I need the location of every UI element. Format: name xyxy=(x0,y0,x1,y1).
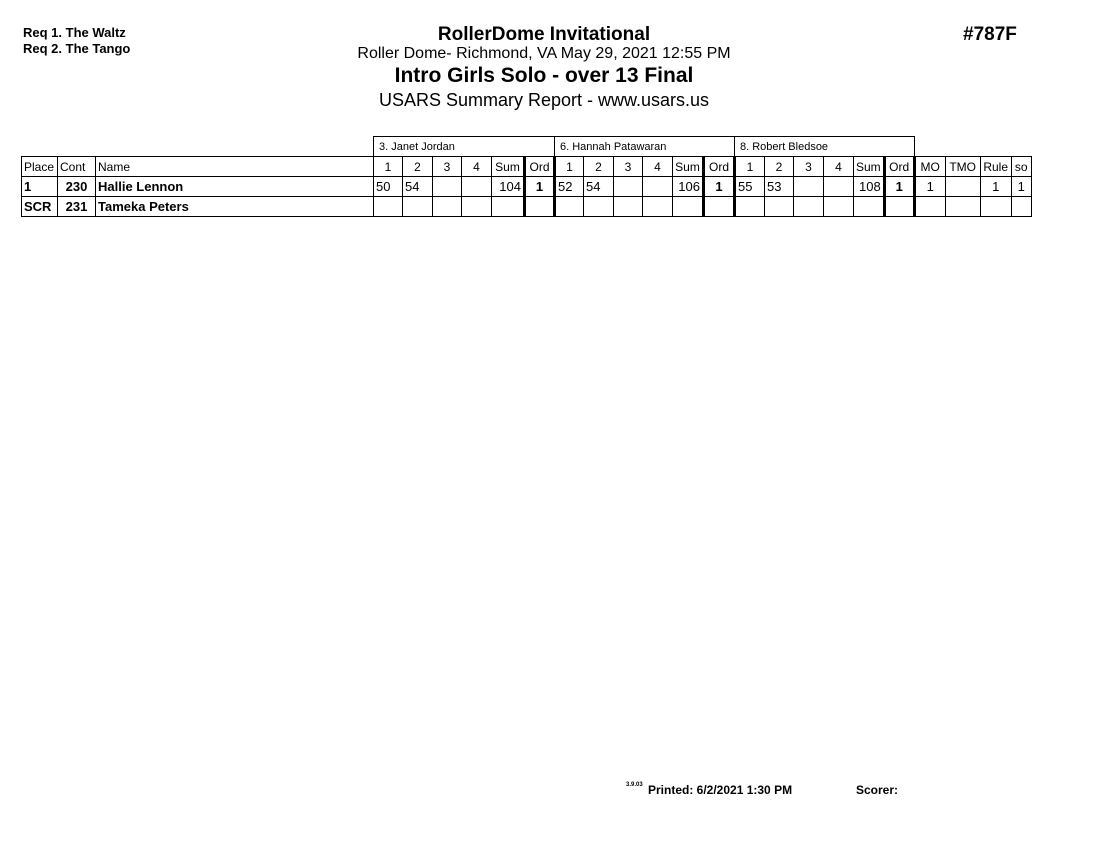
row-mo xyxy=(914,197,945,217)
row-j2-ord xyxy=(704,197,735,217)
col-so: so xyxy=(1011,157,1031,177)
row-j1-score3 xyxy=(433,197,462,217)
col-tmo: TMO xyxy=(945,157,980,177)
col-place: Place xyxy=(22,157,58,177)
row-place: SCR xyxy=(22,197,58,217)
row-name: Tameka Peters xyxy=(96,197,374,217)
judges-row xyxy=(22,137,1032,157)
row-tmo xyxy=(945,177,980,197)
col-j1-score2: 2 xyxy=(403,157,433,177)
col-j1-score4: 4 xyxy=(462,157,492,177)
row-so: 1 xyxy=(1011,177,1031,197)
col-j1-score3: 3 xyxy=(433,157,462,177)
row-j2-score4 xyxy=(643,197,673,217)
col-name: Name xyxy=(96,157,374,177)
row-so xyxy=(1011,197,1031,217)
row-j2-ord: 1 xyxy=(704,177,735,197)
col-j2-score2: 2 xyxy=(584,157,614,177)
row-j3-sum: 108 xyxy=(854,177,885,197)
row-j3-score2: 53 xyxy=(765,177,794,197)
requirement-1: Req 1. The Waltz xyxy=(23,25,126,40)
row-j2-score4 xyxy=(643,177,673,197)
col-j2-score4: 4 xyxy=(643,157,673,177)
row-j3-score4 xyxy=(824,197,854,217)
row-j2-score3 xyxy=(614,177,643,197)
col-j3-sum: Sum xyxy=(854,157,885,177)
table-row xyxy=(22,177,1032,197)
row-j3-score3 xyxy=(794,197,824,217)
row-tmo xyxy=(945,197,980,217)
printed-timestamp: Printed: 6/2/2021 1:30 PM xyxy=(648,783,793,797)
row-j3-score2 xyxy=(765,197,794,217)
row-j2-sum: 106 xyxy=(673,177,704,197)
row-j1-sum: 104 xyxy=(492,177,525,197)
col-rule: Rule xyxy=(980,157,1011,177)
row-mo: 1 xyxy=(914,177,945,197)
col-j2-score1: 1 xyxy=(555,157,584,177)
row-j2-score2 xyxy=(584,197,614,217)
row-j1-sum xyxy=(492,197,525,217)
results-table xyxy=(21,136,1032,217)
col-j3-score4: 4 xyxy=(824,157,854,177)
col-j3-score2: 2 xyxy=(765,157,794,177)
col-j1-sum: Sum xyxy=(492,157,525,177)
row-place: 1 xyxy=(22,177,58,197)
competition-subtitle: Roller Dome- Richmond, VA May 29, 2021 12:55 PM xyxy=(357,45,731,62)
col-j3-ord: Ord xyxy=(884,157,914,177)
row-j3-score3 xyxy=(794,177,824,197)
report-title: USARS Summary Report - www.usars.us xyxy=(378,90,710,110)
row-j1-score2: 54 xyxy=(403,177,433,197)
row-cont: 230 xyxy=(58,177,96,197)
row-j3-score4 xyxy=(824,177,854,197)
judge-2-name: 6. Hannah Patawaran xyxy=(555,137,735,157)
requirement-2: Req 2. The Tango xyxy=(23,41,131,56)
row-j1-score1: 50 xyxy=(374,177,403,197)
event-code: #787F xyxy=(963,24,1017,45)
judge-3-name: 8. Robert Bledsoe xyxy=(735,137,915,157)
row-j3-ord xyxy=(884,197,914,217)
scorer-label: Scorer: xyxy=(856,783,899,797)
row-j2-sum xyxy=(673,197,704,217)
row-j3-ord: 1 xyxy=(884,177,914,197)
column-header-row xyxy=(22,157,1032,177)
row-j1-score4 xyxy=(462,197,492,217)
row-rule xyxy=(980,197,1011,217)
row-name: Hallie Lennon xyxy=(96,177,374,197)
col-cont: Cont xyxy=(58,157,96,177)
col-j1-ord: Ord xyxy=(525,157,555,177)
row-j2-score3 xyxy=(614,197,643,217)
competition-title: RollerDome Invitational xyxy=(437,24,651,45)
row-j1-score4 xyxy=(462,177,492,197)
row-j3-score1 xyxy=(735,197,765,217)
row-j1-score2 xyxy=(403,197,433,217)
col-j2-score3: 3 xyxy=(614,157,643,177)
col-j2-ord: Ord xyxy=(704,157,735,177)
table-row xyxy=(22,197,1032,217)
row-j2-score1 xyxy=(555,197,584,217)
col-j3-score3: 3 xyxy=(794,157,824,177)
col-j2-sum: Sum xyxy=(673,157,704,177)
software-version: 3.9.03 xyxy=(626,782,643,788)
row-j2-score1: 52 xyxy=(555,177,584,197)
event-title: Intro Girls Solo - over 13 Final xyxy=(394,64,694,87)
row-j3-score1: 55 xyxy=(735,177,765,197)
row-rule: 1 xyxy=(980,177,1011,197)
row-j1-ord: 1 xyxy=(525,177,555,197)
col-j1-score1: 1 xyxy=(374,157,403,177)
row-j1-score1 xyxy=(374,197,403,217)
row-cont: 231 xyxy=(58,197,96,217)
row-j1-score3 xyxy=(433,177,462,197)
row-j1-ord xyxy=(525,197,555,217)
col-j3-score1: 1 xyxy=(735,157,765,177)
row-j2-score2: 54 xyxy=(584,177,614,197)
col-mo: MO xyxy=(914,157,945,177)
row-j3-sum xyxy=(854,197,885,217)
judge-1-name: 3. Janet Jordan xyxy=(374,137,555,157)
